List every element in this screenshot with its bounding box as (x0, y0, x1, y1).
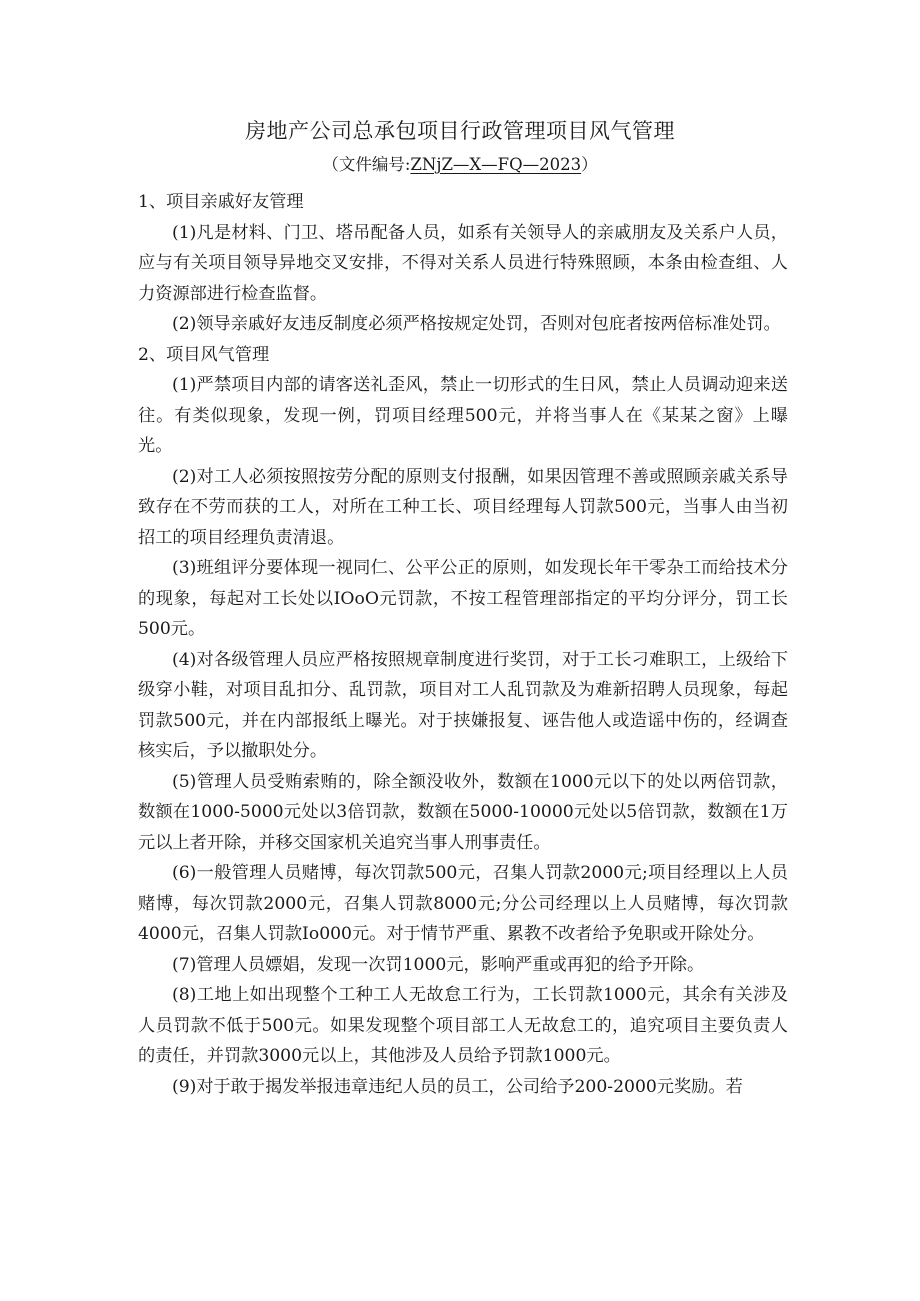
section-heading: 2、项目风气管理 (138, 344, 270, 365)
document-number-suffix: ） (581, 155, 598, 174)
paragraph: (6)一般管理人员赌博，每次罚款500元，召集人罚款2000元;项目经理以上人员赌博，每次罚款2000元，召集人罚款8000元;分公司经理以上人员赌博，每次罚款4000元，召集人罚款Io000元。对于情节严重、累教不改者给予免职或开除处分。 (138, 863, 788, 944)
paragraph: (7)管理人员嫖娼，发现一次罚1000元，影响严重或再犯的给予开除。 (172, 954, 705, 975)
document-number-code: ZNjZ—X—FQ—2023 (410, 155, 582, 174)
paragraph: (8)工地上如出现整个工种工人无故怠工行为，工长罚款1000元，其余有关涉及人员罚款不低于500元。如果发现整个项目部工人无故怠工的，追究项目主要负责人的责任，并罚款3000元以上，其他涉及人员给予罚款1000元。 (138, 985, 788, 1066)
section-heading: 1、项目亲戚好友管理 (138, 192, 304, 212)
paragraph: (2)对工人必须按照按劳分配的原则支付报酬，如果因管理不善或照顾亲戚关系导致存在不劳而获的工人，对所在工种工长、项目经理每人罚款500元，当事人由当初招工的项目经理负责清退。 (138, 466, 788, 548)
document-title: 房地产公司总承包项目行政管理项目风气管理 (245, 119, 675, 143)
document-body (138, 187, 788, 1102)
document-number-prefix: （文件编号: (322, 155, 411, 174)
paragraph: (2)领导亲戚好友违反制度必须严格按规定处罚，否则对包庇者按两倍标准处罚。 (172, 314, 781, 334)
document-number (0, 151, 920, 179)
paragraph: (4)对各级管理人员应严格按照规章制度进行奖罚，对于工长刁难职工，上级给下级穿小鞋，对项目乱扣分、乱罚款，项目对工人乱罚款及为难新招聘人员现象，每起罚款500元，并在内部报纸上曝光。对于挟嫌报复、诬告他人或造谣中伤的，经调查核实后，予以撤职处分。 (138, 649, 788, 761)
paragraph: (1)严禁项目内部的请客送礼歪风，禁止一切形式的生日风，禁止人员调动迎来送往。有类似现象，发现一例，罚项目经理500元，并将当事人在《某某之窗》上曝光。 (138, 375, 788, 456)
paragraph: (3)班组评分要体现一视同仁、公平公正的原则，如发现长年干零杂工而给技术分的现象，每起对工长处以IOoO元罚款，不按工程管理部指定的平均分评分，罚工长500元。 (138, 558, 788, 639)
paragraph: (5)管理人员受贿索贿的，除全额没收外，数额在1000元以下的处以两倍罚款，数额在1000-5000元处以3倍罚款，数额在5000-10000元处以5倍罚款，数额在1万元以上者开除，并移交国家机关追究当事人刑事责任。 (138, 771, 788, 853)
paragraph: (1)凡是材料、门卫、塔吊配备人员，如系有关领导人的亲戚朋友及关系户人员，应与有关项目领导异地交叉安排，不得对关系人员进行特殊照顾，本条由检查组、人力资源部进行检查监督。 (138, 222, 788, 304)
paragraph: (9)对于敢于揭发举报违章违纪人员的员工，公司给予200-2000元奖励。若 (172, 1076, 743, 1097)
